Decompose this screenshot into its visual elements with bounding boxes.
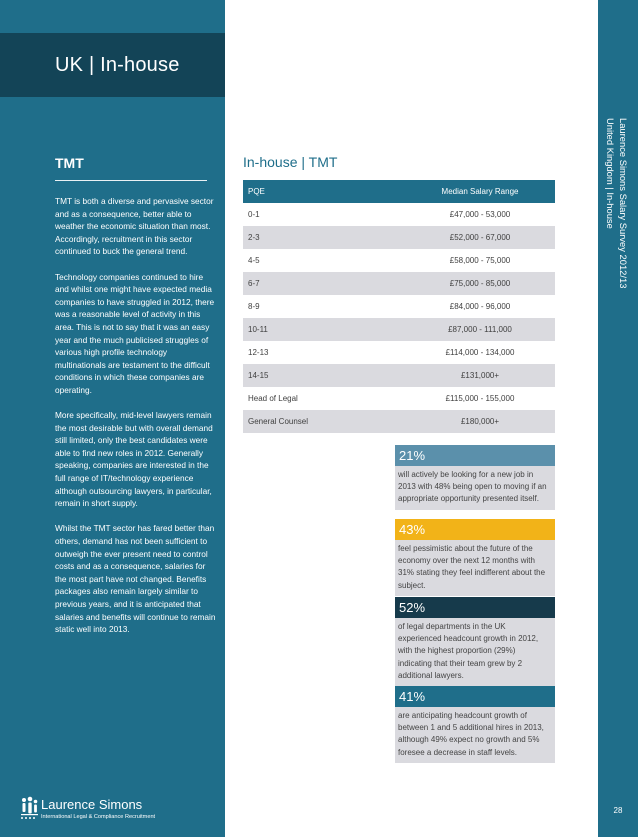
stat-block xyxy=(395,686,555,763)
paragraph: More specifically, mid-level lawyers remain the most desirable but with overall demand still limited, only the best candidates were able to find new roles in 2012. Generally speaking, companies are interested in the full range of IT/technology experience although outsourcing lawyers, in particular, remain in short supply. xyxy=(55,410,213,509)
salary-cell: £52,000 - 67,000 xyxy=(405,226,555,249)
salary-cell: £47,000 - 53,000 xyxy=(449,210,511,219)
stat-description: are anticipating headcount growth of between 1 and 5 additional hires in 2013, although 49% expect no growth and 5% foresee a decrease in staff levels. xyxy=(395,707,555,763)
stat-value: 41% xyxy=(395,686,555,707)
table-row xyxy=(243,364,555,387)
vertical-running-header xyxy=(598,118,638,289)
salary-cell: £114,000 - 134,000 xyxy=(445,348,515,357)
pqe-cell: 0-1 xyxy=(248,210,260,219)
section-title: TMT xyxy=(55,155,84,171)
pqe-cell: General Counsel xyxy=(243,410,405,433)
table-row xyxy=(243,249,555,272)
page-number: 28 xyxy=(613,806,623,815)
salary-cell: £84,000 - 96,000 xyxy=(449,302,511,311)
table-row xyxy=(243,272,555,295)
people-logo-icon xyxy=(18,796,40,822)
running-header-line1: Laurence Simons Salary Survey 2012/13 xyxy=(618,118,629,289)
stat-block xyxy=(395,445,555,510)
salary-cell: £87,000 - 111,000 xyxy=(405,318,555,341)
pqe-cell: 8-9 xyxy=(248,302,260,311)
paragraph: TMT is both a diverse and pervasive sector and as a consequence, better able to weather the economic situation than most. Accordingly, recruitment in this sector continued to buck the general trend. xyxy=(55,196,214,257)
running-header-text xyxy=(604,118,629,288)
stat-value: 43% xyxy=(395,519,555,540)
table-row xyxy=(243,318,555,341)
company-logo xyxy=(18,796,218,826)
salary-cell: £180,000+ xyxy=(405,410,555,433)
stat-block xyxy=(395,519,555,596)
stat-description: of legal departments in the UK experienced headcount growth in 2012, with the highest proportion (29%) indicating that their team grew by 2 additional lawyers. xyxy=(395,618,555,686)
pqe-cell: 14-15 xyxy=(243,364,405,387)
pqe-cell: 12-13 xyxy=(248,348,269,357)
paragraph: Whilst the TMT sector has fared better than others, demand has not been sufficient to outweigh the ever present need to control costs and as a consequence, salaries for the most part have not changed. Benefits packages also remain largely similar to previous years, and it is anticipated that salaries and benefits will continue to remain static well into 2013. xyxy=(55,523,216,635)
salary-cell: £131,000+ xyxy=(405,364,555,387)
table-row xyxy=(243,203,555,226)
stat-description: feel pessimistic about the future of the economy over the next 12 months with 31% stating they feel indifferent about the subject. xyxy=(395,540,555,596)
pqe-cell: 10-11 xyxy=(243,318,405,341)
table-title: In-house | TMT xyxy=(243,154,338,170)
logo-tagline: International Legal & Compliance Recruitment xyxy=(41,814,156,820)
body-text xyxy=(55,195,217,636)
column-header-salary: Median Salary Range xyxy=(405,180,555,203)
salary-cell: £58,000 - 75,000 xyxy=(449,256,511,265)
column-header-pqe: PQE xyxy=(243,180,405,203)
salary-table xyxy=(243,180,555,433)
table-header-row xyxy=(243,180,555,203)
pqe-cell: 4-5 xyxy=(248,256,260,265)
table-row xyxy=(243,410,555,433)
running-header-line2: United Kingdom | In-house xyxy=(605,118,617,229)
paragraph: Technology companies continued to hire and whilst one might have expected media companies to have struggled in 2012, there was a reasonable level of activity in this area. This is not to say that it was an easy year and the much publicised struggles of various high profile technology multinationals are testament to the difficult conditions in which these companies are operating. xyxy=(55,271,215,395)
table-row xyxy=(243,387,555,410)
table-row xyxy=(243,341,555,364)
page-title: UK | In-house xyxy=(55,54,180,76)
salary-cell: £115,000 - 155,000 xyxy=(445,394,515,403)
stat-block xyxy=(395,597,555,686)
section-divider xyxy=(55,180,207,181)
pqe-cell: 2-3 xyxy=(243,226,405,249)
logo-name: Laurence Simons xyxy=(41,797,143,812)
stat-value: 21% xyxy=(395,445,555,466)
pqe-cell: 6-7 xyxy=(243,272,405,295)
stat-value: 52% xyxy=(395,597,555,618)
salary-cell: £75,000 - 85,000 xyxy=(405,272,555,295)
table-row xyxy=(243,295,555,318)
table-row xyxy=(243,226,555,249)
pqe-cell: Head of Legal xyxy=(248,394,298,403)
stat-description: will actively be looking for a new job in 2013 with 48% being open to moving if an appropriate opportunity presented itself. xyxy=(395,466,555,510)
